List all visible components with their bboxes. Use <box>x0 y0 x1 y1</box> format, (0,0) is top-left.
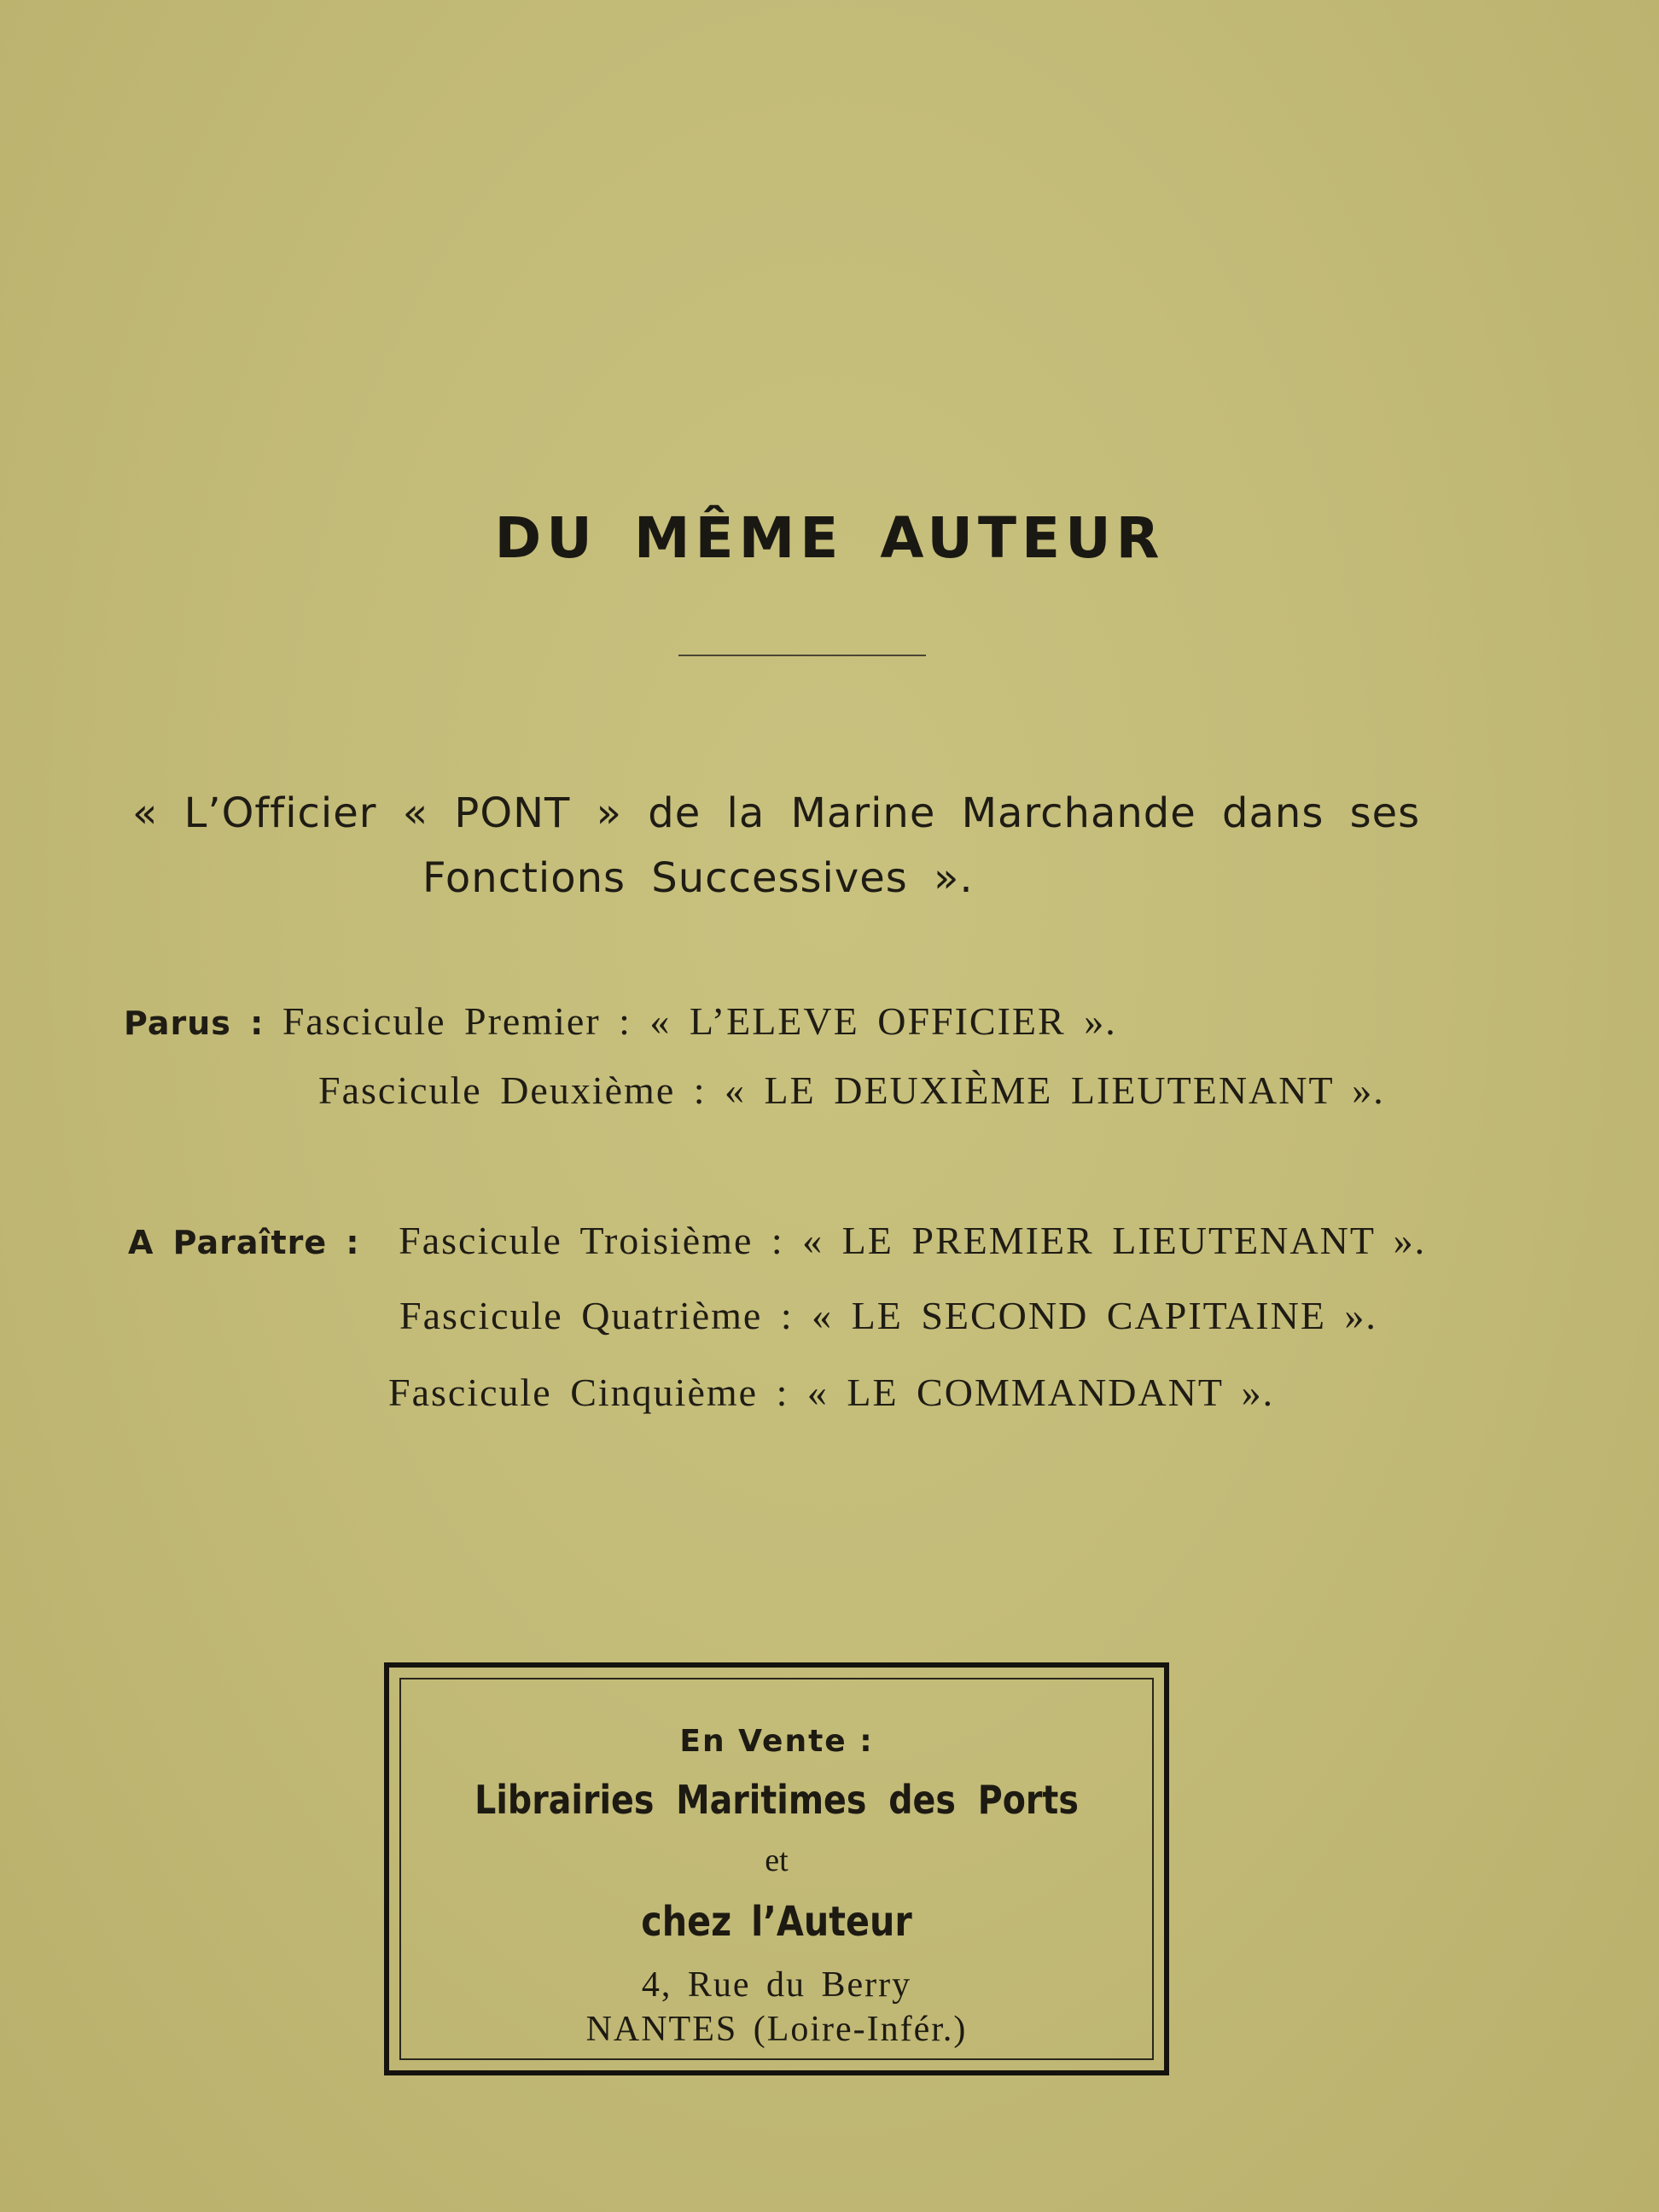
heading-divider <box>678 655 926 656</box>
forthcoming-item: Fascicule Cinquième : « LE COMMANDANT ». <box>388 1371 1275 1414</box>
forthcoming-row-1 <box>128 1218 1426 1263</box>
sale-conjunction: et <box>765 1842 789 1878</box>
forthcoming-item: Fascicule Troisième : « LE PREMIER LIEUTENANT ». <box>399 1219 1427 1262</box>
sale-address: 4, Rue du Berry <box>641 1965 912 2005</box>
sale-author: chez l’Auteur <box>641 1898 912 1946</box>
sale-info-box <box>384 1662 1169 2075</box>
forthcoming-label: A Paraître : <box>128 1224 360 1261</box>
sale-city: NANTES (Loire-Infér.) <box>585 2010 968 2049</box>
published-row-2 <box>318 1068 1385 1113</box>
page-heading: DU MÊME AUTEUR <box>494 505 1165 571</box>
series-title <box>132 781 1481 911</box>
sale-info-inner-frame <box>399 1678 1154 2060</box>
sale-bookshops: Librairies Maritimes des Ports <box>474 1777 1079 1823</box>
published-row-1 <box>124 998 1117 1044</box>
published-item: Fascicule Deuxième : « LE DEUXIÈME LIEUTENANT ». <box>318 1068 1385 1112</box>
forthcoming-row-3 <box>388 1370 1274 1415</box>
sale-heading: En Vente : <box>679 1724 874 1759</box>
forthcoming-item: Fascicule Quatrième : « LE SECOND CAPITAINE ». <box>399 1294 1377 1337</box>
published-item: Fascicule Premier : « L’ELEVE OFFICIER ». <box>282 999 1117 1043</box>
series-title-line-2: Fonctions Successives ». <box>422 854 974 902</box>
series-title-line-1: « L’Officier « PONT » de la Marine Marchande dans ses <box>132 789 1421 837</box>
published-label: Parus : <box>124 1004 265 1042</box>
forthcoming-row-2 <box>399 1293 1377 1338</box>
